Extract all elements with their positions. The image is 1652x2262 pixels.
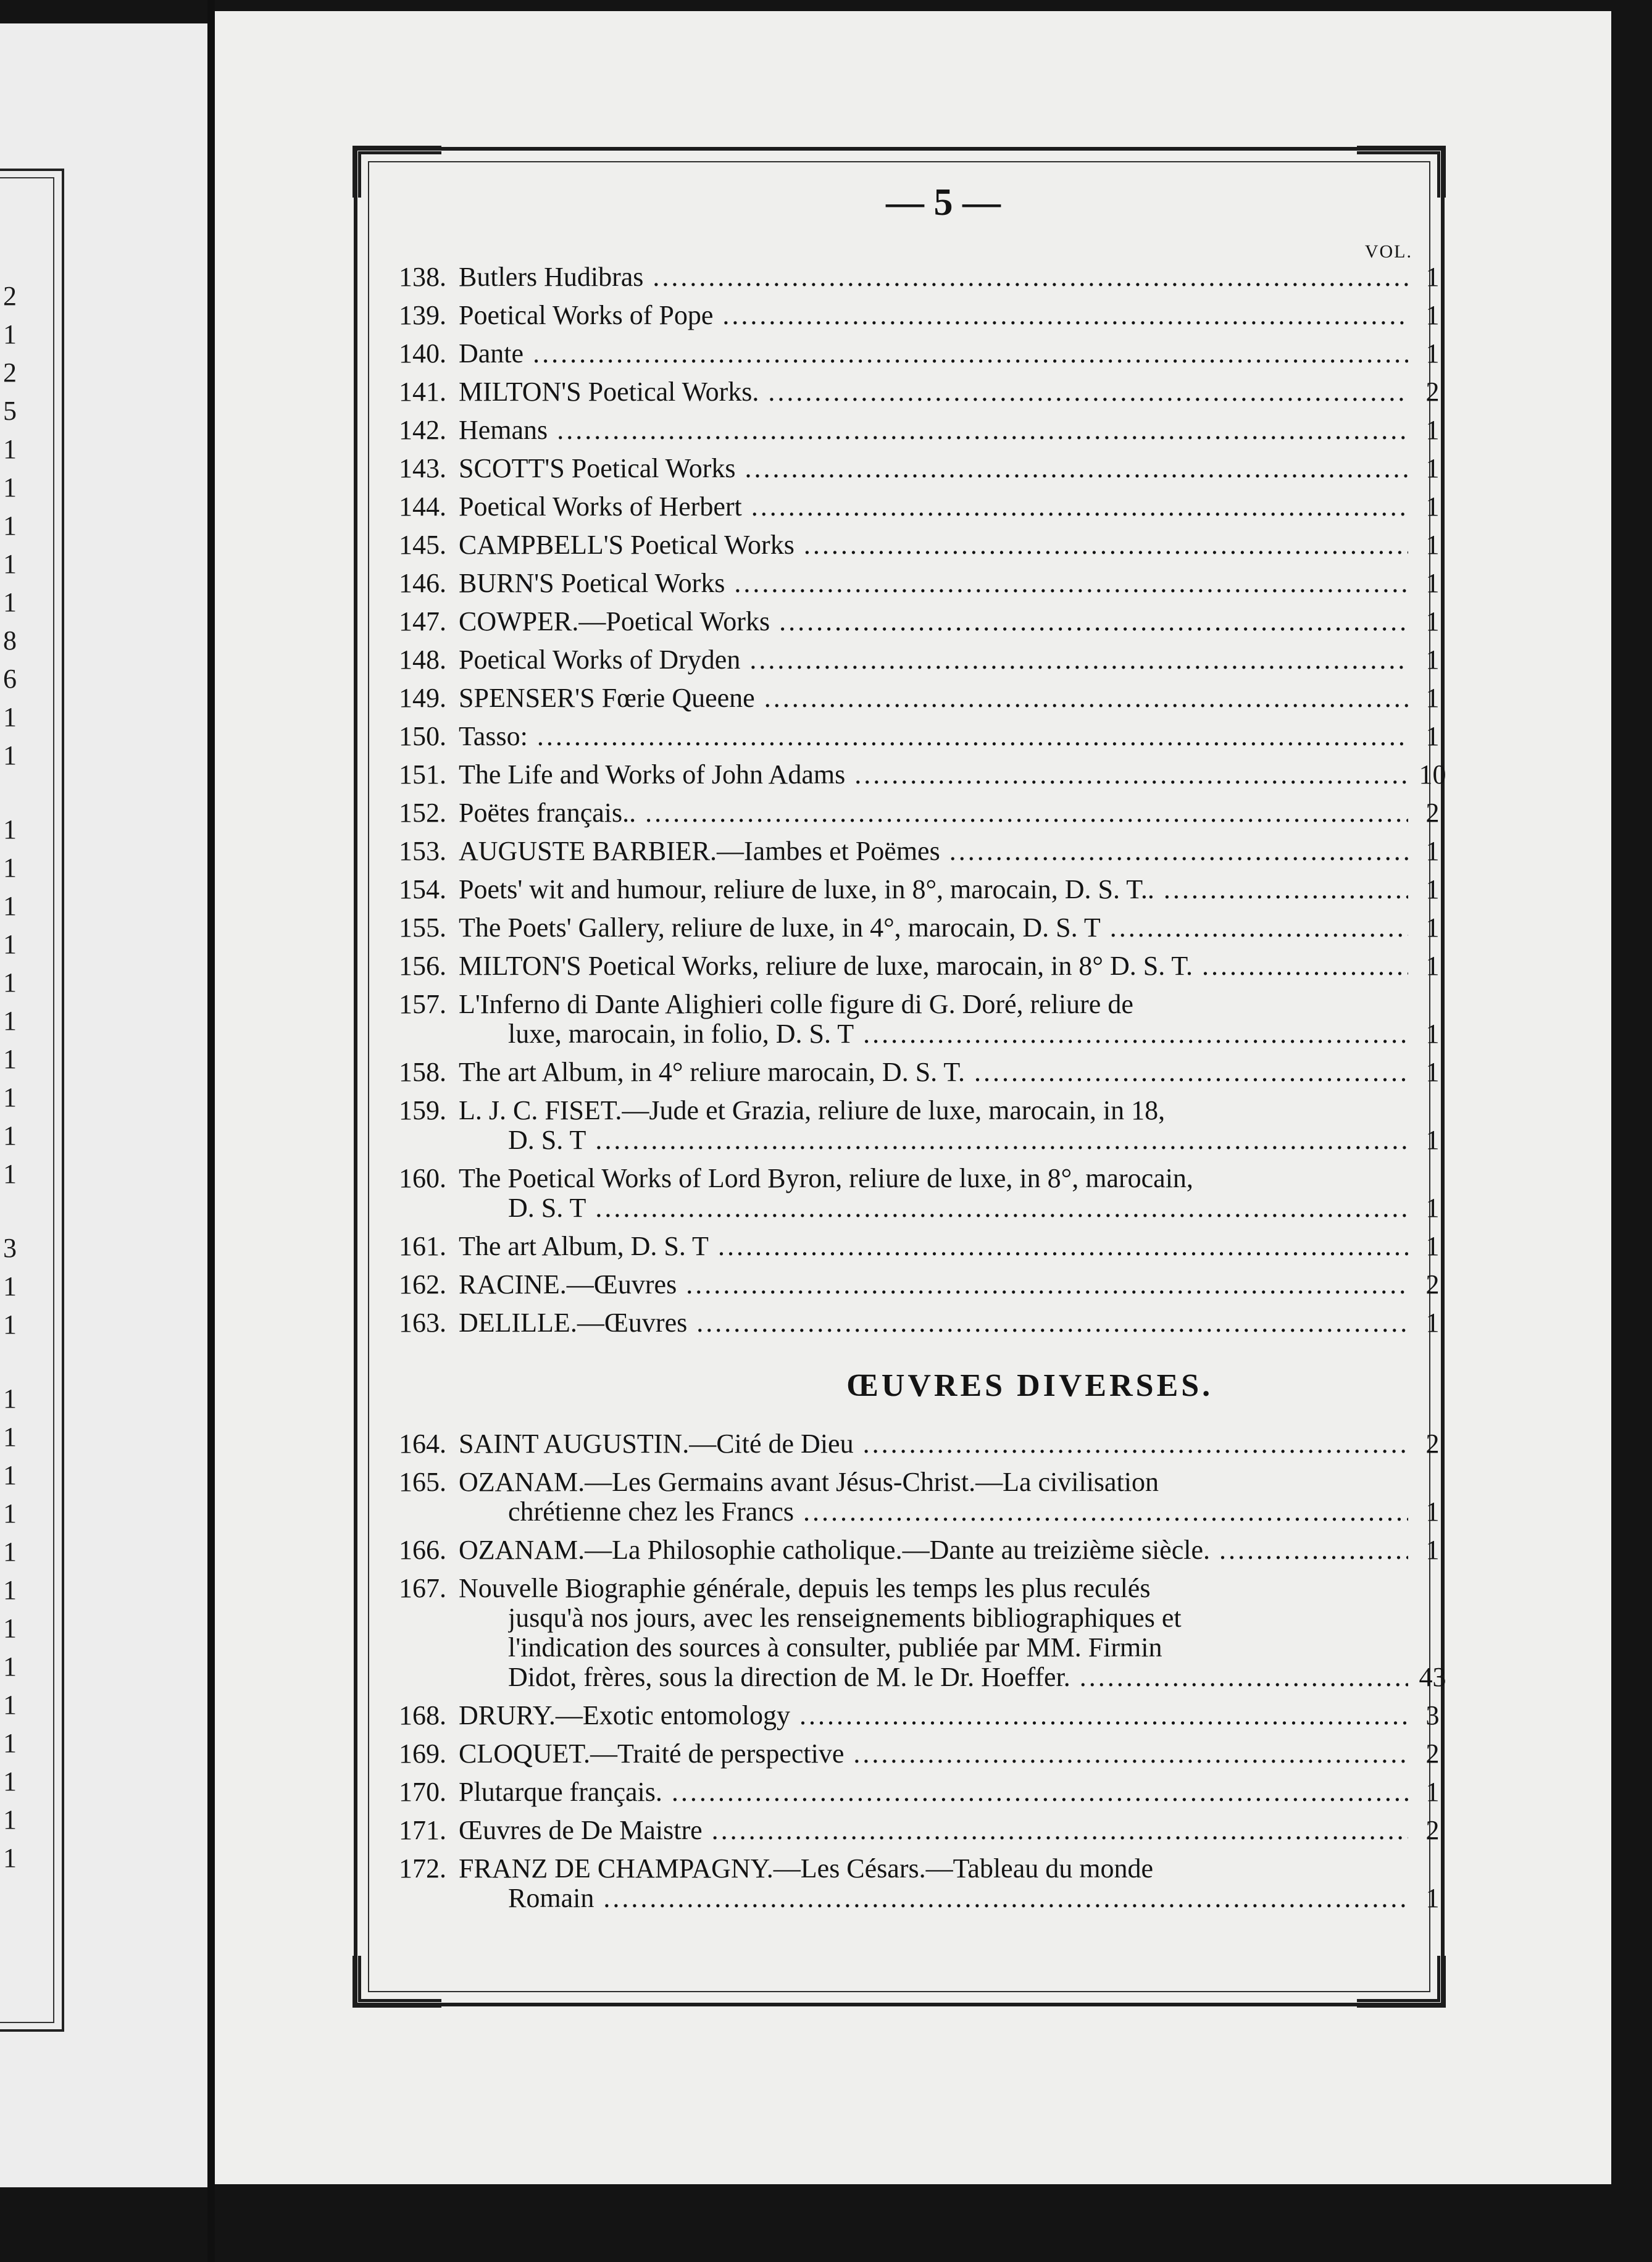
- previous-page-volume-count: 1: [3, 891, 17, 921]
- entry-title-line: Poëtes français.. .....: [459, 794, 1408, 832]
- entry-volume-count: 1: [1425, 1231, 1440, 1261]
- entry-volume-count: 1: [1425, 453, 1440, 483]
- volume-column-header: VOL.: [1364, 241, 1412, 262]
- entry-volume-count: 1: [1425, 300, 1440, 330]
- entry-volume-count: 1: [1425, 1057, 1440, 1087]
- previous-page-volume-count: 1: [3, 853, 17, 883]
- previous-page-volume-count: 1: [3, 740, 17, 770]
- entry-number: 156.: [399, 951, 446, 981]
- entry-volume-count: 1: [1425, 262, 1440, 292]
- previous-page-volume-count: 1: [3, 1575, 17, 1605]
- previous-page-volume-count: 1: [3, 1843, 17, 1873]
- entry-volume-count: 1: [1425, 721, 1440, 751]
- entry-volume-count: 1: [1425, 415, 1440, 445]
- previous-page-volume-count: 1: [3, 1121, 17, 1151]
- previous-page-fragment: [0, 23, 207, 2187]
- entry-number: 171.: [399, 1815, 446, 1845]
- previous-page-volume-column: [0, 23, 20, 2187]
- entry-volume-count: 2: [1425, 1815, 1440, 1845]
- entry-title-line: SAINT AUGUSTIN.—Cité de Dieu .....: [459, 1425, 1408, 1463]
- entry-title-line: jusqu'à nos jours, avec les renseignements bibliographiques et: [508, 1603, 1182, 1633]
- previous-page-volume-count: 1: [3, 587, 17, 617]
- entry-title-line: Tasso: .....: [459, 717, 1408, 756]
- entry-volume-count: 1: [1425, 1496, 1440, 1527]
- entry-title-line: Plutarque français. .....: [459, 1773, 1408, 1811]
- entry-number: 142.: [399, 415, 446, 445]
- entry-number: 147.: [399, 606, 446, 636]
- previous-page-volume-count: 1: [3, 967, 17, 998]
- previous-page-volume-count: 1: [3, 1728, 17, 1758]
- entry-volume-count: 1: [1425, 530, 1440, 560]
- previous-page-volume-count: 1: [3, 1383, 17, 1414]
- previous-page-volume-count: 1: [3, 511, 17, 541]
- entry-volume-count: 2: [1425, 1429, 1440, 1459]
- entry-title-line: OZANAM.—Les Germains avant Jésus-Christ.—La civilisation: [459, 1467, 1159, 1497]
- entry-title-line: Hemans .....: [459, 411, 1408, 449]
- entry-number: 170.: [399, 1777, 446, 1807]
- entry-number: 140.: [399, 338, 446, 369]
- entry-volume-count: 1: [1425, 645, 1440, 675]
- entry-title-line: Didot, frères, sous la direction de M. le Dr. Hoeffer. .....: [508, 1658, 1408, 1696]
- previous-page-volume-count: 8: [3, 625, 17, 656]
- previous-page-volume-count: 1: [3, 549, 17, 579]
- entry-number: 157.: [399, 989, 446, 1019]
- entry-title-line: BURN'S Poetical Works .....: [459, 564, 1408, 603]
- entry-number: 154.: [399, 874, 446, 904]
- previous-page-volume-count: 2: [3, 281, 17, 311]
- book-gutter: [207, 0, 215, 2262]
- entry-number: 153.: [399, 836, 446, 866]
- previous-page-volume-count: 1: [3, 319, 17, 349]
- entry-volume-count: 2: [1425, 1269, 1440, 1300]
- entry-volume-count: 1: [1425, 1019, 1440, 1049]
- previous-page-volume-count: 5: [3, 396, 17, 426]
- entry-number: 160.: [399, 1163, 446, 1193]
- previous-page-volume-count: 1: [3, 1422, 17, 1452]
- entry-title-line: CAMPBELL'S Poetical Works .....: [459, 526, 1408, 564]
- entry-number: 146.: [399, 568, 446, 598]
- previous-page-volume-count: 1: [3, 1613, 17, 1643]
- entry-number: 145.: [399, 530, 446, 560]
- previous-page-volume-count: 2: [3, 357, 17, 388]
- entry-volume-count: 1: [1425, 568, 1440, 598]
- previous-page-volume-count: 1: [3, 1006, 17, 1036]
- entry-title-line: Poetical Works of Pope .....: [459, 296, 1408, 335]
- entry-title-line: The art Album, D. S. T .....: [459, 1227, 1408, 1266]
- entry-title-line: L'Inferno di Dante Alighieri colle figure di G. Doré, reliure de: [459, 989, 1133, 1019]
- entry-number: 166.: [399, 1535, 446, 1565]
- entry-title-line: l'indication des sources à consulter, publiée par MM. Firmin: [508, 1632, 1162, 1663]
- entry-title-line: The Poetical Works of Lord Byron, reliure de luxe, in 8°, marocain,: [459, 1163, 1193, 1193]
- entry-title-line: Poetical Works of Dryden .....: [459, 641, 1408, 679]
- entry-volume-count: 1: [1425, 683, 1440, 713]
- entry-title-line: luxe, marocain, in folio, D. S. T .....: [508, 1015, 1408, 1053]
- previous-page-volume-count: 1: [3, 1082, 17, 1112]
- page-number: — 5 —: [886, 182, 1001, 223]
- entry-volume-count: 43: [1419, 1662, 1446, 1692]
- entry-title-line: OZANAM.—La Philosophie catholique.—Dante au treizième siècle. .....: [459, 1531, 1408, 1569]
- previous-page-volume-count: 1: [3, 814, 17, 845]
- entry-number: 139.: [399, 300, 446, 330]
- entry-number: 164.: [399, 1429, 446, 1459]
- previous-page-volume-count: 1: [3, 1766, 17, 1797]
- section-heading: ŒUVRES DIVERSES.: [846, 1368, 1214, 1403]
- entry-volume-count: 1: [1425, 338, 1440, 369]
- entry-title-line: The Life and Works of John Adams .....: [459, 756, 1408, 794]
- previous-page-volume-count: 1: [3, 1460, 17, 1490]
- entry-title-line: DELILLE.—Œuvres .....: [459, 1304, 1408, 1342]
- previous-page-volume-count: 1: [3, 1537, 17, 1567]
- entry-number: 144.: [399, 491, 446, 522]
- entry-title-line: MILTON'S Poetical Works, reliure de luxe, marocain, in 8° D. S. T. .....: [459, 947, 1408, 985]
- entry-volume-count: 3: [1425, 1700, 1440, 1730]
- previous-page-volume-count: 1: [3, 1044, 17, 1074]
- entry-volume-count: 2: [1425, 1738, 1440, 1769]
- previous-page-volume-count: 1: [3, 1805, 17, 1835]
- entry-title-line: Poets' wit and humour, reliure de luxe, in 8°, marocain, D. S. T.. .....: [459, 870, 1408, 909]
- entry-title-line: The art Album, in 4° reliure marocain, D. S. T. .....: [459, 1053, 1408, 1091]
- previous-page-volume-count: 3: [3, 1233, 17, 1263]
- catalogue-page: [215, 11, 1611, 2184]
- entry-title-line: Dante .....: [459, 335, 1408, 373]
- entry-title-line: AUGUSTE BARBIER.—Iambes et Poëmes .....: [459, 832, 1408, 870]
- previous-page-volume-count: 1: [3, 1690, 17, 1720]
- entry-number: 159.: [399, 1095, 446, 1125]
- entry-volume-count: 1: [1425, 1193, 1440, 1223]
- entry-number: 163.: [399, 1308, 446, 1338]
- entry-number: 150.: [399, 721, 446, 751]
- entry-number: 158.: [399, 1057, 446, 1087]
- entry-number: 141.: [399, 377, 446, 407]
- entry-number: 143.: [399, 453, 446, 483]
- entry-title-line: MILTON'S Poetical Works. .....: [459, 373, 1408, 411]
- entry-number: 152.: [399, 798, 446, 828]
- entry-title-line: COWPER.—Poetical Works .....: [459, 603, 1408, 641]
- previous-page-volume-count: 1: [3, 929, 17, 959]
- entry-volume-count: 1: [1425, 491, 1440, 522]
- entry-title-line: CLOQUET.—Traité de perspective .....: [459, 1735, 1408, 1773]
- entry-number: 161.: [399, 1231, 446, 1261]
- entry-volume-count: 2: [1425, 377, 1440, 407]
- entry-number: 138.: [399, 262, 446, 292]
- entry-number: 165.: [399, 1467, 446, 1497]
- entry-number: 155.: [399, 912, 446, 943]
- entry-number: 149.: [399, 683, 446, 713]
- entry-title-line: L. J. C. FISET.—Jude et Grazia, reliure de luxe, marocain, in 18,: [459, 1095, 1166, 1125]
- entry-title-line: Romain .....: [508, 1879, 1408, 1918]
- entry-number: 172.: [399, 1853, 446, 1884]
- entry-title-line: FRANZ DE CHAMPAGNY.—Les Césars.—Tableau du monde: [459, 1853, 1153, 1884]
- entry-number: 162.: [399, 1269, 446, 1300]
- entry-title-line: Poetical Works of Herbert .....: [459, 488, 1408, 526]
- entry-title-line: SCOTT'S Poetical Works .....: [459, 449, 1408, 488]
- entry-number: 167.: [399, 1573, 446, 1603]
- previous-page-volume-count: 1: [3, 472, 17, 503]
- entry-title-line: D. S. T .....: [508, 1121, 1408, 1159]
- entry-volume-count: 1: [1425, 1883, 1440, 1913]
- entry-title-line: D. S. T .....: [508, 1189, 1408, 1227]
- previous-page-volume-count: 1: [3, 702, 17, 732]
- entry-number: 169.: [399, 1738, 446, 1769]
- entry-volume-count: 1: [1425, 951, 1440, 981]
- entry-title-line: DRURY.—Exotic entomology .....: [459, 1696, 1408, 1735]
- entry-title-line: Butlers Hudibras .....: [459, 258, 1408, 296]
- entry-volume-count: 1: [1425, 1125, 1440, 1155]
- previous-page-volume-count: 1: [3, 1498, 17, 1529]
- entry-number: 168.: [399, 1700, 446, 1730]
- entry-volume-count: 1: [1425, 1308, 1440, 1338]
- entry-volume-count: 1: [1425, 874, 1440, 904]
- entry-number: 151.: [399, 759, 446, 790]
- entry-title-line: RACINE.—Œuvres .....: [459, 1266, 1408, 1304]
- previous-page-volume-count: 1: [3, 1309, 17, 1340]
- previous-page-volume-count: 1: [3, 1651, 17, 1682]
- entry-volume-count: 10: [1419, 759, 1446, 790]
- entry-title-line: SPENSER'S Fœrie Queene .....: [459, 679, 1408, 717]
- entry-volume-count: 1: [1425, 1535, 1440, 1565]
- entry-volume-count: 1: [1425, 836, 1440, 866]
- previous-page-volume-count: 6: [3, 664, 17, 694]
- entry-number: 148.: [399, 645, 446, 675]
- entry-volume-count: 1: [1425, 606, 1440, 636]
- entry-volume-count: 2: [1425, 798, 1440, 828]
- previous-page-volume-count: 1: [3, 1271, 17, 1301]
- entry-title-line: Nouvelle Biographie générale, depuis les temps les plus reculés: [459, 1573, 1151, 1603]
- previous-page-volume-count: 1: [3, 434, 17, 464]
- entry-volume-count: 1: [1425, 1777, 1440, 1807]
- previous-page-volume-count: 1: [3, 1159, 17, 1189]
- entry-title-line: chrétienne chez les Francs .....: [508, 1493, 1408, 1531]
- entry-title-line: The Poets' Gallery, reliure de luxe, in 4°, marocain, D. S. T .....: [459, 909, 1408, 947]
- entry-title-line: Œuvres de De Maistre .....: [459, 1811, 1408, 1850]
- entry-volume-count: 1: [1425, 912, 1440, 943]
- catalogue-entries: [215, 11, 1611, 2184]
